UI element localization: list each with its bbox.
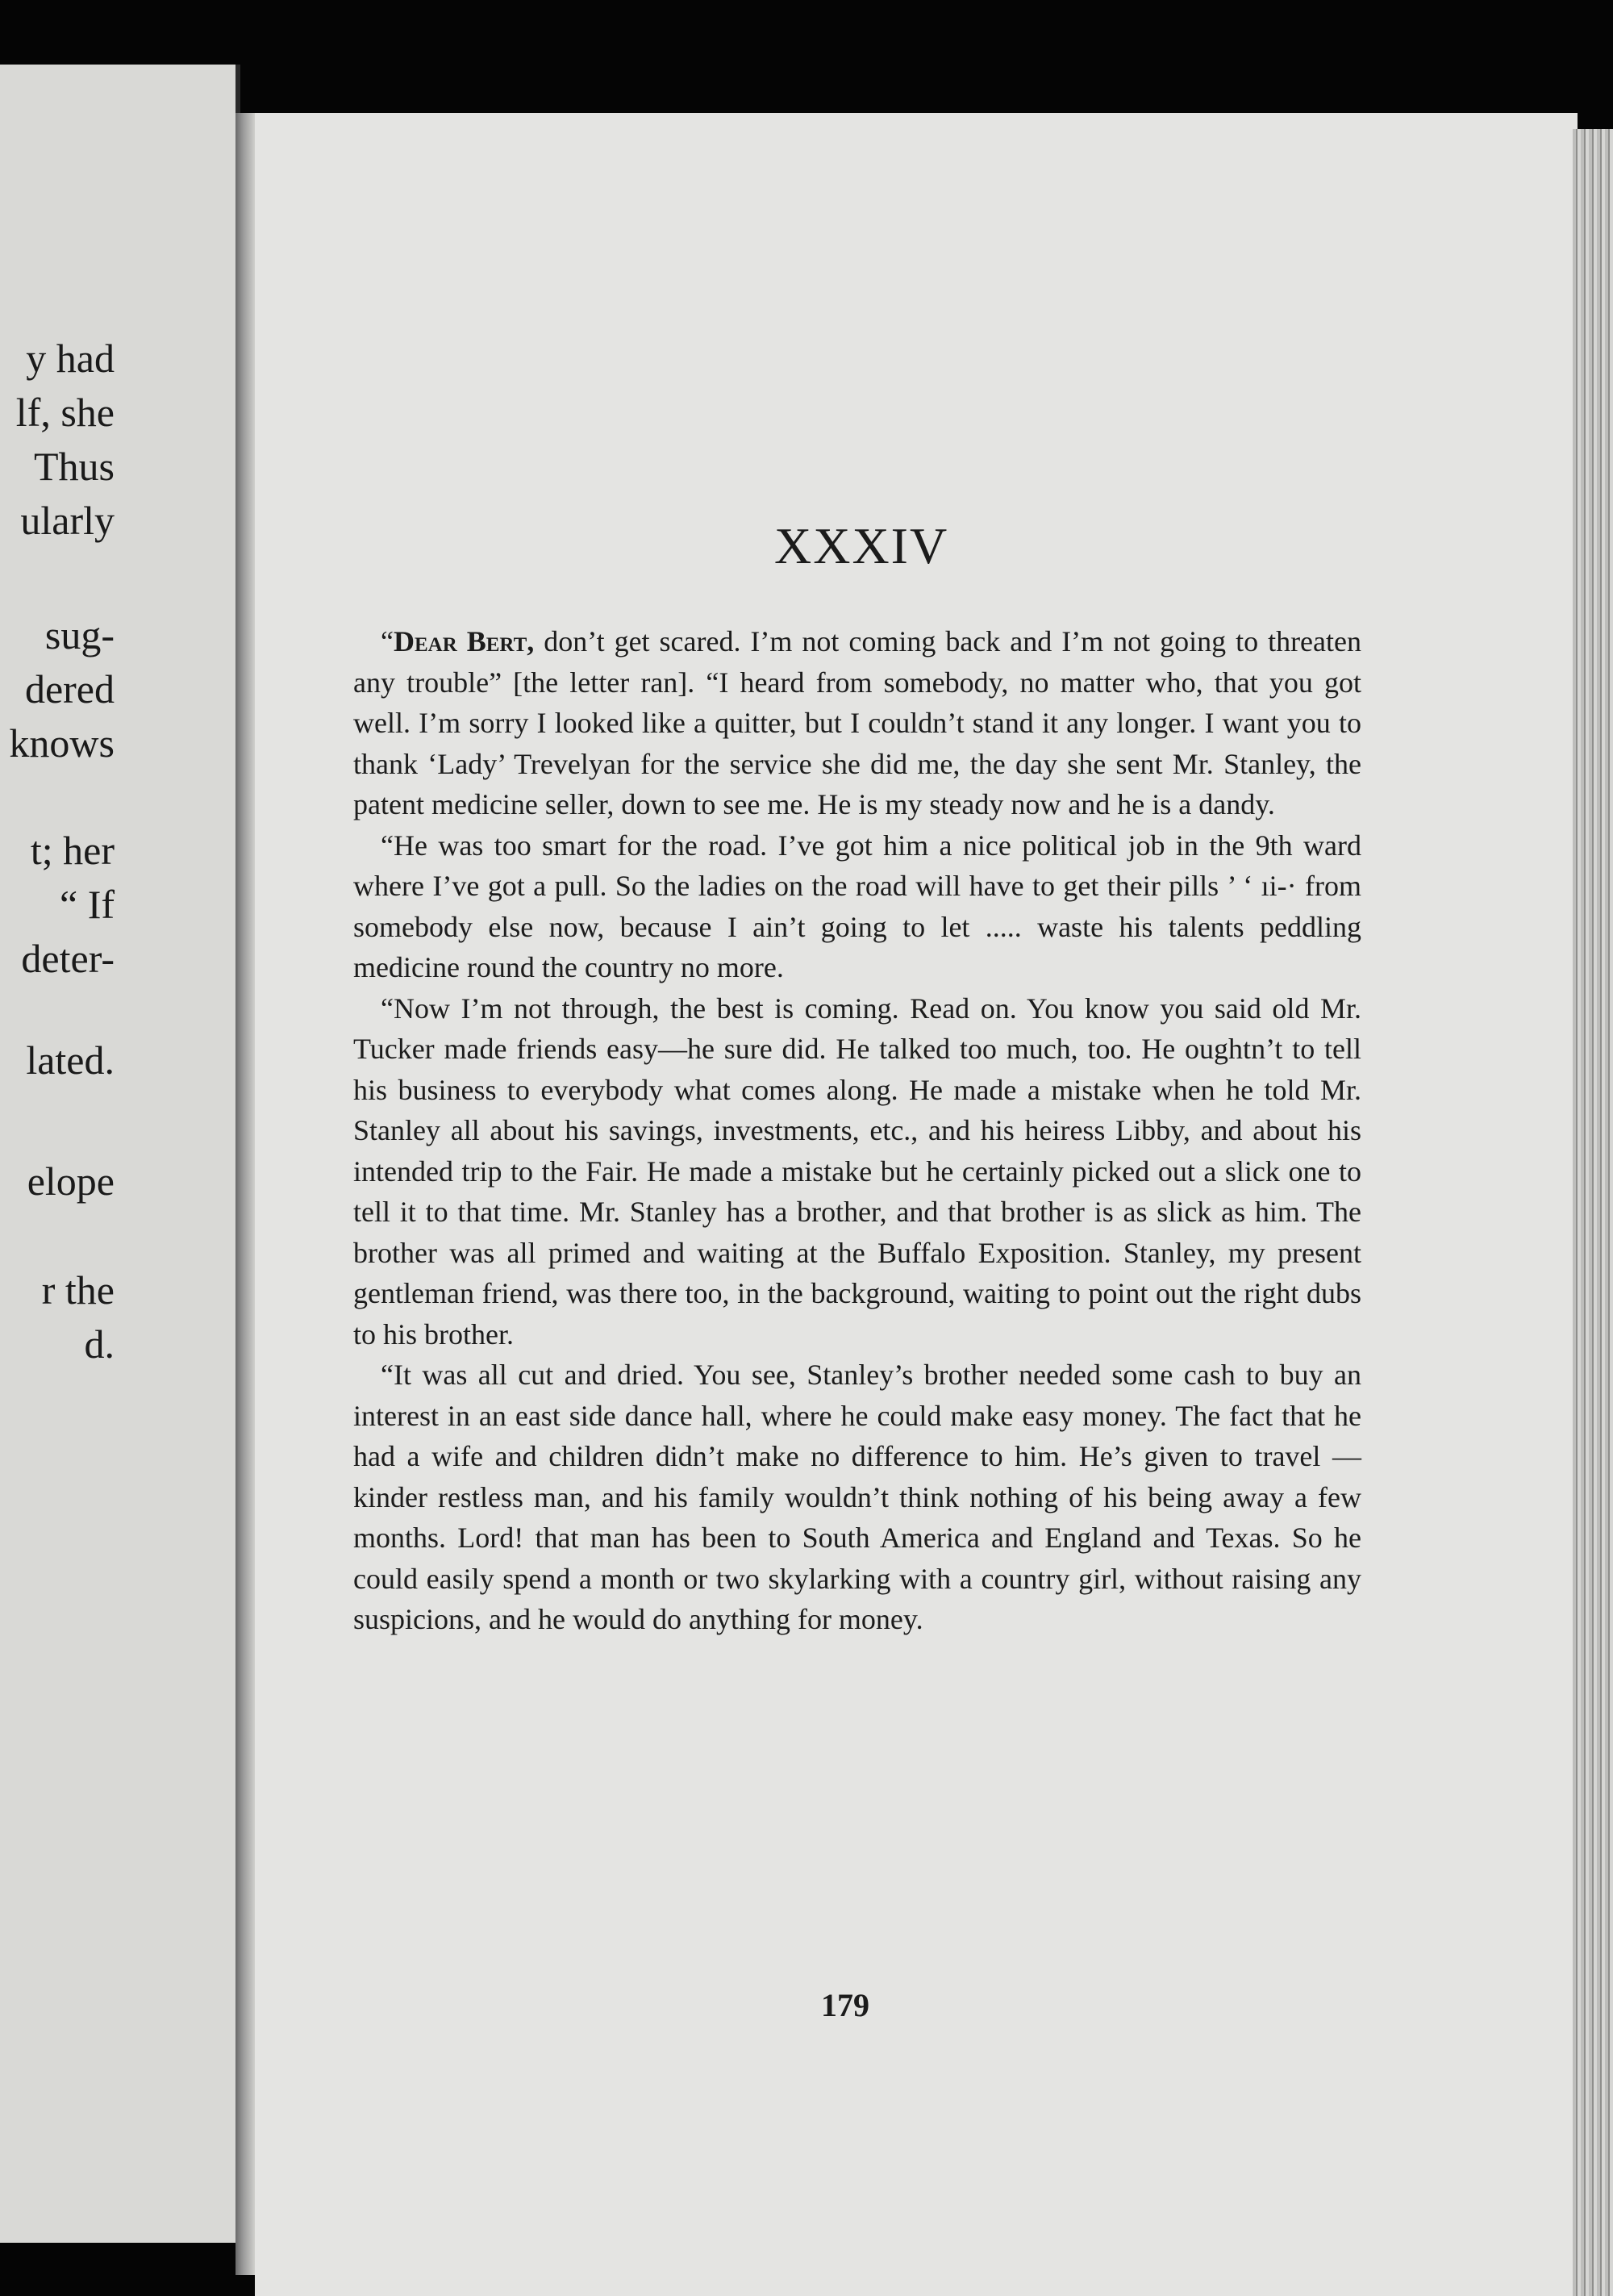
left-fragment: “ If: [60, 882, 115, 927]
page-number: 179: [821, 1987, 869, 2023]
chapter-body: [353, 621, 1361, 1640]
left-fragment: y had: [26, 336, 115, 381]
left-fragment: deter-: [21, 936, 115, 981]
page-edge: [1573, 129, 1613, 2296]
left-fragment: elope: [27, 1158, 115, 1204]
chapter-title: XXXIV: [774, 517, 949, 574]
paragraph: “Dear Bert, don’t get scared. I’m not coming back and I’m not going to threaten any trouble” [the letter ran]. “I heard from somebody, no matter who, that you got well. I’m sorry I looked like a quitter, but I couldn’t stand it any longer. I want you to thank ‘Lady’ Trevelyan for the service she did me, the day she sent Mr. Stanley, the patent medicine seller, down to see me. He is my steady now and he is a dandy.: [353, 625, 1361, 820]
paragraph: “He was too smart for the road. I’ve got him a nice political job in the 9th ward where I’ve got a pull. So the ladies on the road will have to get their pills ’ ‘ ıi‐· from somebody else now, because I ain’t going to let ..... waste his talents peddling medicine round the country no more.: [353, 829, 1361, 983]
left-fragment: t; her: [30, 828, 115, 873]
left-fragment: dered: [24, 666, 115, 712]
left-page-text: [0, 65, 235, 2243]
left-fragment: knows: [9, 720, 115, 766]
paragraph: “Now I’m not through, the best is coming. Read on. You know you said old Mr. Tucker made friends easy—he sure did. He talked too much, too. He oughtn’t to tell his business to everybody what comes along. He made a mistake when he told Mr. Stanley all about his savings, investments, etc., and his heiress Libby, and about his intended trip to the Fair. He made a mistake but he certainly picked out a slick one to tell it to that time. Mr. Stanley has a brother, and that brother is as slick as him. The brother was all primed and waiting at the Buffalo Exposition. Stanley, my present gentleman friend, was there too, in the background, waiting to point out the right dubs to his brother.: [353, 991, 1361, 1350]
paragraph: “It was all cut and dried. You see, Stanley’s brother needed some cash to buy an interest in an east side dance hall, where he could make easy money. The fact that he had a wife and children didn’t make no difference to him. He’s given to travel —kinder restless man, and his family wouldn’t think nothing of his being away a few months. Lord! that man has been to South America and England and Texas. So he could easily spend a month or two skylarking with a country girl, without raising any suspicions, and he would do anything for money.: [353, 1359, 1361, 1635]
left-fragment: sug-: [44, 612, 115, 657]
left-fragment: Thus: [34, 444, 115, 489]
left-fragment: ularly: [20, 498, 115, 543]
left-fragment: r the: [41, 1267, 115, 1313]
salutation: Dear Bert,: [393, 625, 535, 657]
left-fragment: lated.: [26, 1037, 115, 1083]
left-fragment: d.: [84, 1321, 115, 1367]
left-page: [0, 65, 240, 2243]
book-spine: [235, 113, 255, 2275]
paragraph-text: don’t get scared. I’m not coming back and I’m not going to threaten any trouble” [the letter ran]. “I heard from somebody, no matter who, that you got well. I’m sorry I looked like a quitter, but I couldn’t stand it any longer. I want you to thank ‘Lady’ Trevelyan for the service she did me, the day she sent Mr. Stanley, the patent medicine seller, down to see me. He is my steady now and he is a dandy.: [353, 625, 1361, 820]
left-fragment: lf, she: [15, 390, 115, 435]
